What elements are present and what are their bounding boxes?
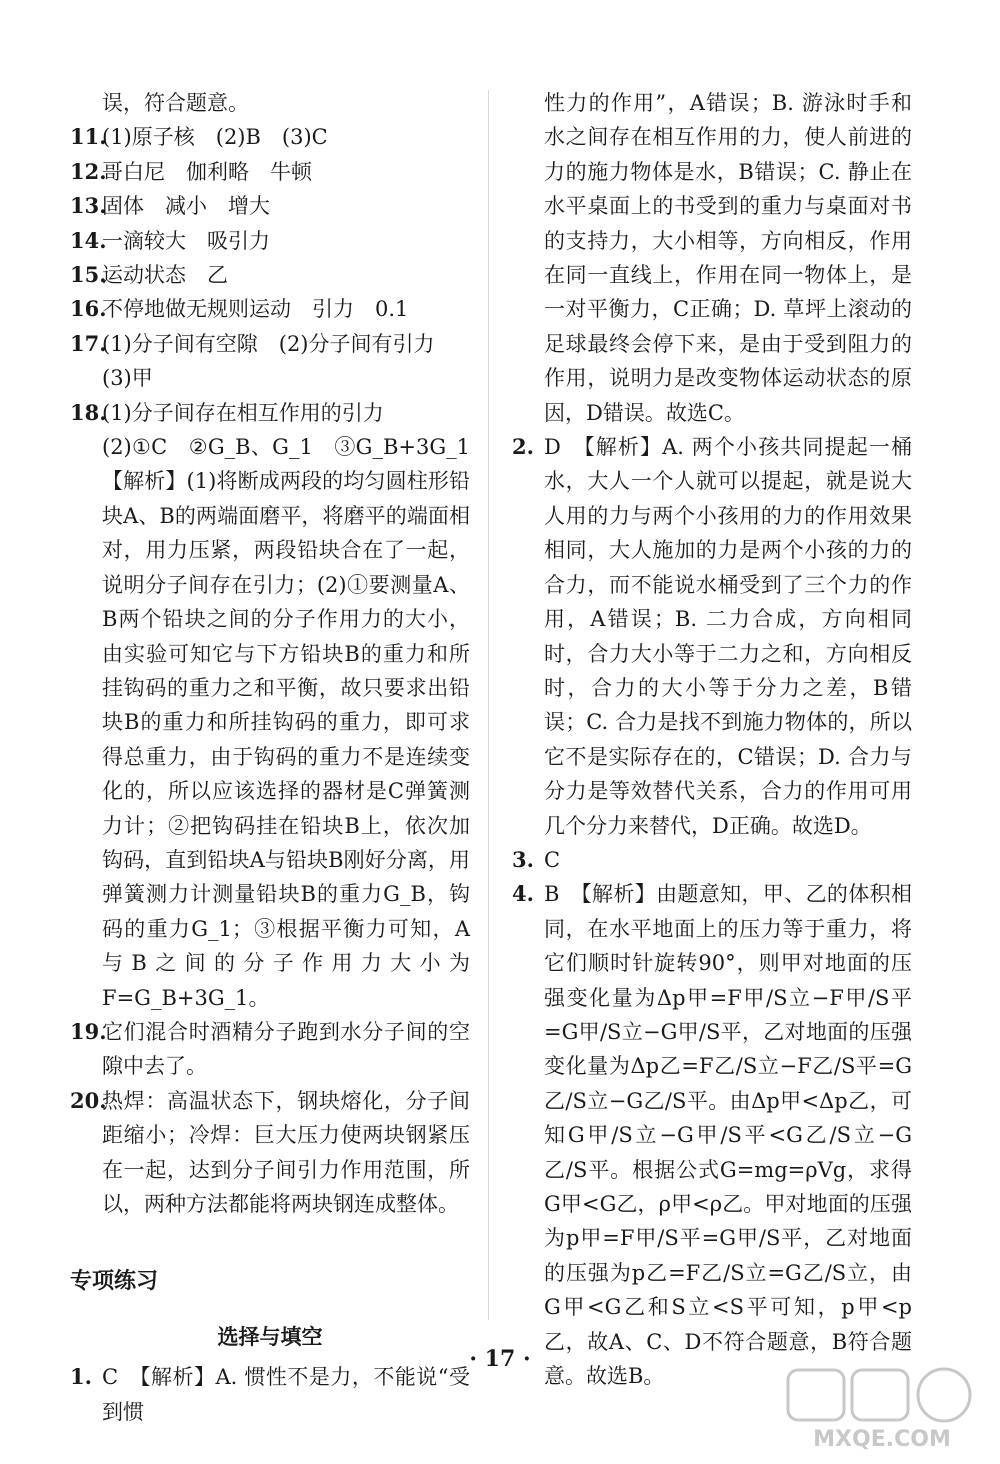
practice-answer-2: [512, 430, 912, 843]
answer-12: [70, 155, 470, 189]
practice-answer-1-continuation: 性力的作用”，A错误；B. 游泳时手和水之间存在相互作用的力，使人前进的力的施力物体是水，B错误；C. 静止在水平桌面上的书受到的重力与桌面对书的支持力，大小相等，方向相反，作用在同一直线上，作用在同一物体上，是一对平衡力，C正确；D. 草坪上滚动的足球最终会停下来，是由于受到阻力的作用，说明力是改变物体运动状态的原因，D错误。故选C。: [544, 91, 912, 425]
answer-11: [70, 120, 470, 154]
answer-text: 运动状态 乙: [102, 263, 228, 288]
question-number: 4.: [512, 881, 534, 907]
svg-text:MXQE.COM: MXQE.COM: [813, 1427, 951, 1452]
answer-18-explanation: (2)①C ②G_B、G_1 ③G_B+3G_1 【解析】(1)将断成两段的均匀圆柱形铅块A、B的两端面磨平，将磨平的端面相对，用力压紧，两段铅块合在了一起，说明分子间存在引力；(2)①要测量A、B两个铅块之间的分子作用力的大小，由实验可知它与下方铅块B的重力和所挂钩码的重力之和平衡，故只要求出铅块B的重力和所挂钩码的重力，即可求得总重力，由于钩码的重力不是连续变化的，所以应该选择的器材是C弹簧测力计；②把钩码挂在铅块B上，依次加钩码，直到铅块A与铅块B刚好分离，用弹簧测力计测量铅块B的重力G_B，钩码的重力G_1；③根据平衡力可知，A与B之间的分子作用力大小为F=G_B+3G_1。: [102, 435, 491, 1010]
practice-answer-4: [512, 877, 912, 1393]
question-number: 18.: [70, 399, 107, 425]
answer-text: 不停地做无规则运动 引力 0.1: [102, 297, 409, 322]
column-divider: [488, 90, 489, 1320]
question-number: 13.: [70, 193, 107, 219]
subsection-title: 选择与填空: [217, 1324, 323, 1349]
answer-text: (1)原子核 (2)B (3)C: [102, 125, 328, 150]
answer-20: [70, 1084, 470, 1222]
answer-text: 一滴较大 吸引力: [102, 228, 270, 253]
answer-text: 哥白尼 伽利略 牛顿: [102, 159, 312, 184]
answer-14: [70, 224, 470, 258]
watermark-logo: [782, 1366, 982, 1454]
question-number: 1.: [70, 1364, 92, 1390]
answer-17: [70, 327, 470, 361]
question-number: 12.: [70, 158, 107, 184]
question-number: 17.: [70, 330, 107, 356]
question-number: 19.: [70, 1018, 107, 1044]
answer-text: (1)分子间有空隙 (2)分子间有引力: [102, 331, 435, 356]
question-number: 20.: [70, 1087, 107, 1113]
right-column: [512, 86, 912, 1393]
answer-19: [70, 1015, 470, 1084]
answer-text: (1)分子间存在相互作用的引力: [102, 400, 384, 425]
answer-18: [70, 396, 470, 430]
answer-text: C 【解析】A. 惯性不是力，不能说“受到惯: [102, 1365, 470, 1424]
answer-text: 固体 减小 增大: [102, 194, 270, 219]
answer-13: [70, 189, 470, 223]
answer-text: D 【解析】A. 两个小孩共同提起一桶水，大人一个人就可以提起，就是说大人用的力与两个小孩用的力的作用效果相同，大人施加的力是两个小孩的力的合力，而不能说水桶受到了三个力的作用，A错误；B. 二力合成，方向相同时，合力大小等于二力之和，方向相反时，合力的大小等于分力之差，B错误；C. 合力是找不到施力物体的，所以它不是实际存在的，C错误；D. 合力与分力是等效替代关系，合力的作用可用几个分力来替代，D正确。故选D。: [544, 435, 912, 838]
answer-16: [70, 292, 470, 326]
question-number: 11.: [70, 124, 107, 150]
question-number: 16.: [70, 296, 107, 322]
section-title: 专项练习: [70, 1269, 159, 1295]
answer-text: 热焊：高温状态下，钢块熔化，分子间距缩小；冷焊：巨大压力使两块钢紧压在一起，达到分子间引力作用范围，所以，两种方法都能将两块钢连成整体。: [102, 1088, 470, 1216]
answer-17-continuation: (3)甲: [102, 366, 153, 391]
question-number: 15.: [70, 262, 107, 288]
question-number: 2.: [512, 434, 534, 460]
answer-10-continuation: 误，符合题意。: [102, 91, 249, 115]
answer-15: [70, 258, 470, 292]
left-column: [70, 86, 491, 1429]
practice-answer-3: [512, 843, 912, 877]
answer-text: C: [544, 847, 561, 872]
page-number: · 17 ·: [469, 1346, 531, 1372]
question-number: 14.: [70, 227, 107, 253]
answer-text: B 【解析】由题意知，甲、乙的体积相同，在水平地面上的压力等于重力，将它们顺时针旋转90°，则甲对地面的压强变化量为Δp甲=F甲/S立−F甲/S平=G甲/S立−G甲/S平，乙对地面的压强变化量为Δp乙=F乙/S立−F乙/S平=G乙/S立−G乙/S平。由Δp甲<Δp乙，可知G甲/S立−G甲/S平<G乙/S立−G乙/S平。根据公式G=mg=ρVg，求得G甲<G乙，ρ甲<ρ乙。甲对地面的压强为p甲=F甲/S平=G甲/S平，乙对地面的压强为p乙=F乙/S立=G乙/S立，由G甲<G乙和S立<S平可知，p甲<p乙，故A、C、D不符合题意，B符合题意。故选B。: [544, 882, 912, 1389]
answer-text: 它们混合时酒精分子跑到水分子间的空隙中去了。: [102, 1019, 470, 1079]
question-number: 3.: [512, 846, 534, 872]
